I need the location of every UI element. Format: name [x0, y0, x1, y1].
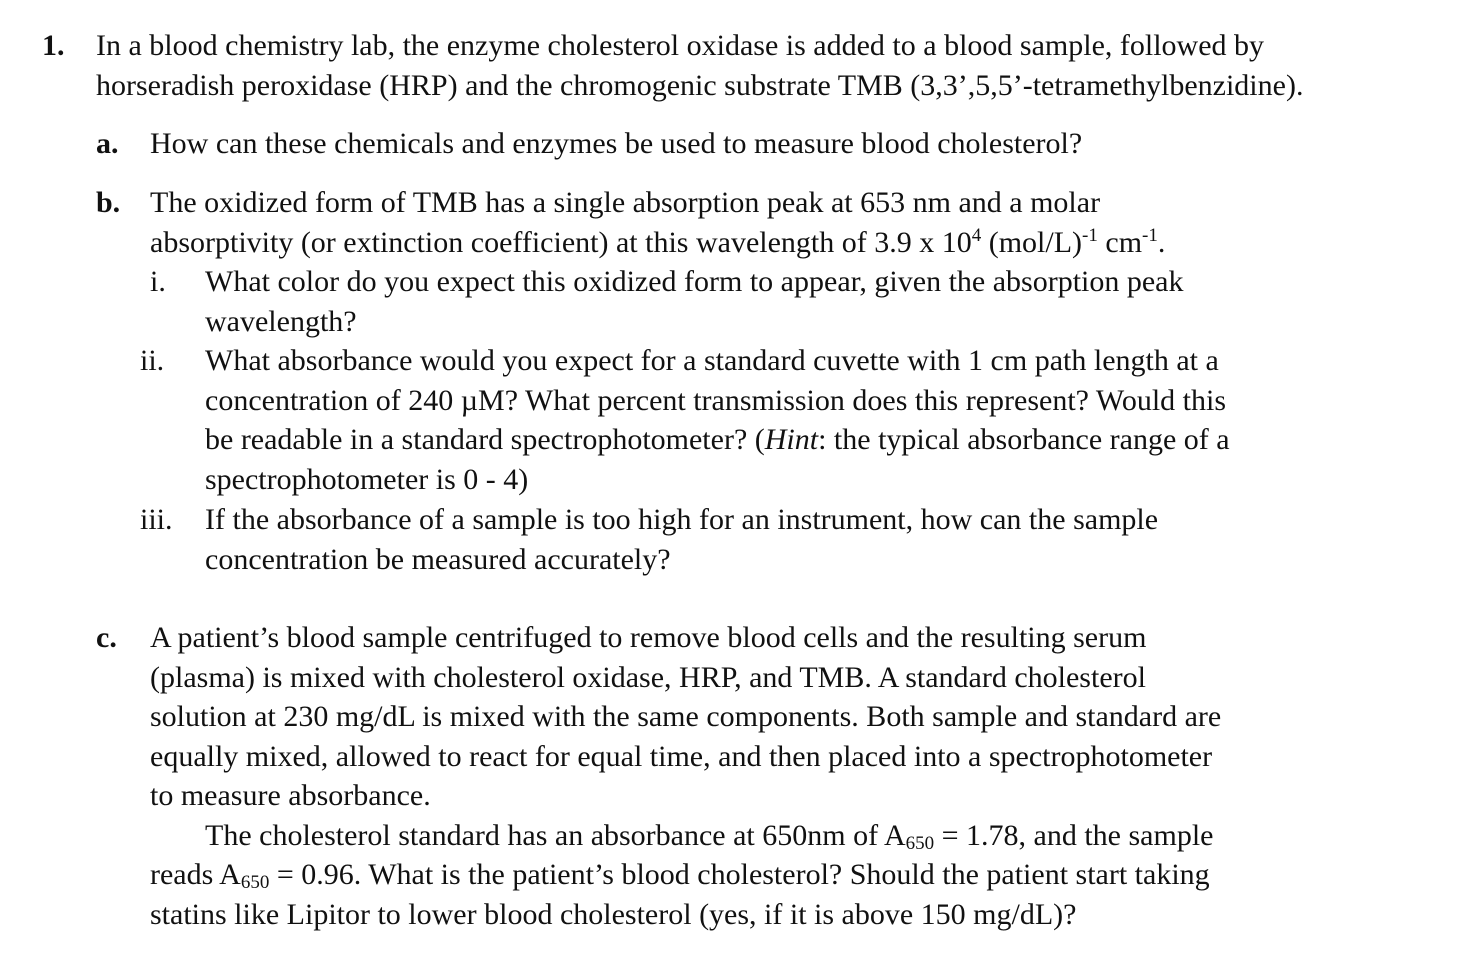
part-b-line-2 [150, 223, 1165, 263]
part-c-label: c. [96, 621, 117, 654]
part-b-label: b. [96, 186, 121, 219]
sub-ii-line-4: spectrophotometer is 0 - 4) [205, 462, 529, 496]
part-c-line-1: A patient’s blood sample centrifuged to remove blood cells and the resulting serum [150, 621, 1147, 654]
sub-i-line-2: wavelength? [205, 304, 357, 338]
part-c-text [150, 618, 1221, 934]
intro-line-1: In a blood chemistry lab, the enzyme cholesterol oxidase is added to a blood sample, followed by [96, 29, 1265, 62]
hint-post: : the typical absorbance range of a [818, 423, 1230, 456]
sub-i-label: i. [150, 265, 166, 298]
a650-subscript-2: 650 [240, 872, 270, 893]
part-b-line-1: The oxidized form of TMB has a single absorption peak at 653 nm and a molar [150, 186, 1101, 219]
part-a-label: a. [96, 127, 119, 160]
intro-line-2: horseradish peroxidase (HRP) and the chromogenic substrate TMB (3,3’,5,5’-tetramethylbenzidine). [96, 68, 1304, 102]
part-a-line: How can these chemicals and enzymes be used to measure blood cholesterol? [150, 127, 1083, 160]
sub-ii-text [205, 341, 1230, 499]
units-mol-per-l: (mol/L) [981, 225, 1083, 259]
part-c-line-5: to measure absorbance. [150, 779, 431, 812]
part-c-line-4: equally mixed, allowed to react for equal time, and then placed into a spectrophotometer [150, 739, 1213, 773]
exponent-4: 4 [971, 224, 982, 246]
part-c-line-3: solution at 230 mg/dL is mixed with the same components. Both sample and standard are [150, 700, 1222, 733]
standard-absorbance-post: = 1.78, and the sample [934, 818, 1214, 852]
hint-pre: be readable in a standard spectrophotometer? ( [205, 423, 765, 456]
sub-i-text [205, 262, 1184, 341]
part-c-line-2: (plasma) is mixed with cholesterol oxidase, HRP, and TMB. A standard cholesterol [150, 660, 1146, 694]
sub-ii-line-2: concentration of 240 µM? What percent transmission does this represent? Would this [205, 383, 1227, 417]
sub-ii-line-1: What absorbance would you expect for a standard cuvette with 1 cm path length at a [205, 344, 1219, 377]
period: . [1157, 225, 1166, 259]
part-c-p2-line-1 [150, 816, 1221, 856]
sub-ii-label: ii. [140, 344, 165, 377]
exponent-neg1-a: -1 [1082, 224, 1098, 246]
absorptivity-text: absorptivity (or extinction coefficient) at this wavelength of 3.9 x 10 [150, 225, 972, 259]
sub-iii-text [205, 500, 1158, 579]
sub-ii-line-3 [205, 420, 1230, 460]
sub-iii-line-1: If the absorbance of a sample is too high for an instrument, how can the sample [205, 503, 1159, 536]
sample-reads-pre: reads A [150, 858, 241, 891]
part-c-p2-line-2 [150, 855, 1221, 895]
part-c-p2-line-3: statins like Lipitor to lower blood cholesterol (yes, if it is above 150 mg/dL)? [150, 897, 1077, 931]
sub-iii-line-2: concentration be measured accurately? [205, 542, 671, 576]
question-intro [96, 26, 1303, 105]
question-number: 1. [42, 29, 65, 62]
a650-subscript-1: 650 [905, 832, 935, 854]
part-b-text [150, 183, 1165, 262]
sub-iii-label: iii. [140, 503, 173, 536]
standard-absorbance-pre: The cholesterol standard has an absorbance at 650nm of A [205, 818, 906, 852]
part-a-text [150, 124, 1082, 164]
hint-word: Hint [764, 423, 819, 456]
exponent-neg1-b: -1 [1142, 224, 1158, 246]
sample-reads-post: = 0.96. What is the patient’s blood cholesterol? Should the patient start taking [269, 858, 1210, 891]
units-cm: cm [1097, 225, 1143, 259]
sub-i-line-1: What color do you expect this oxidized form to appear, given the absorption peak [205, 265, 1184, 298]
